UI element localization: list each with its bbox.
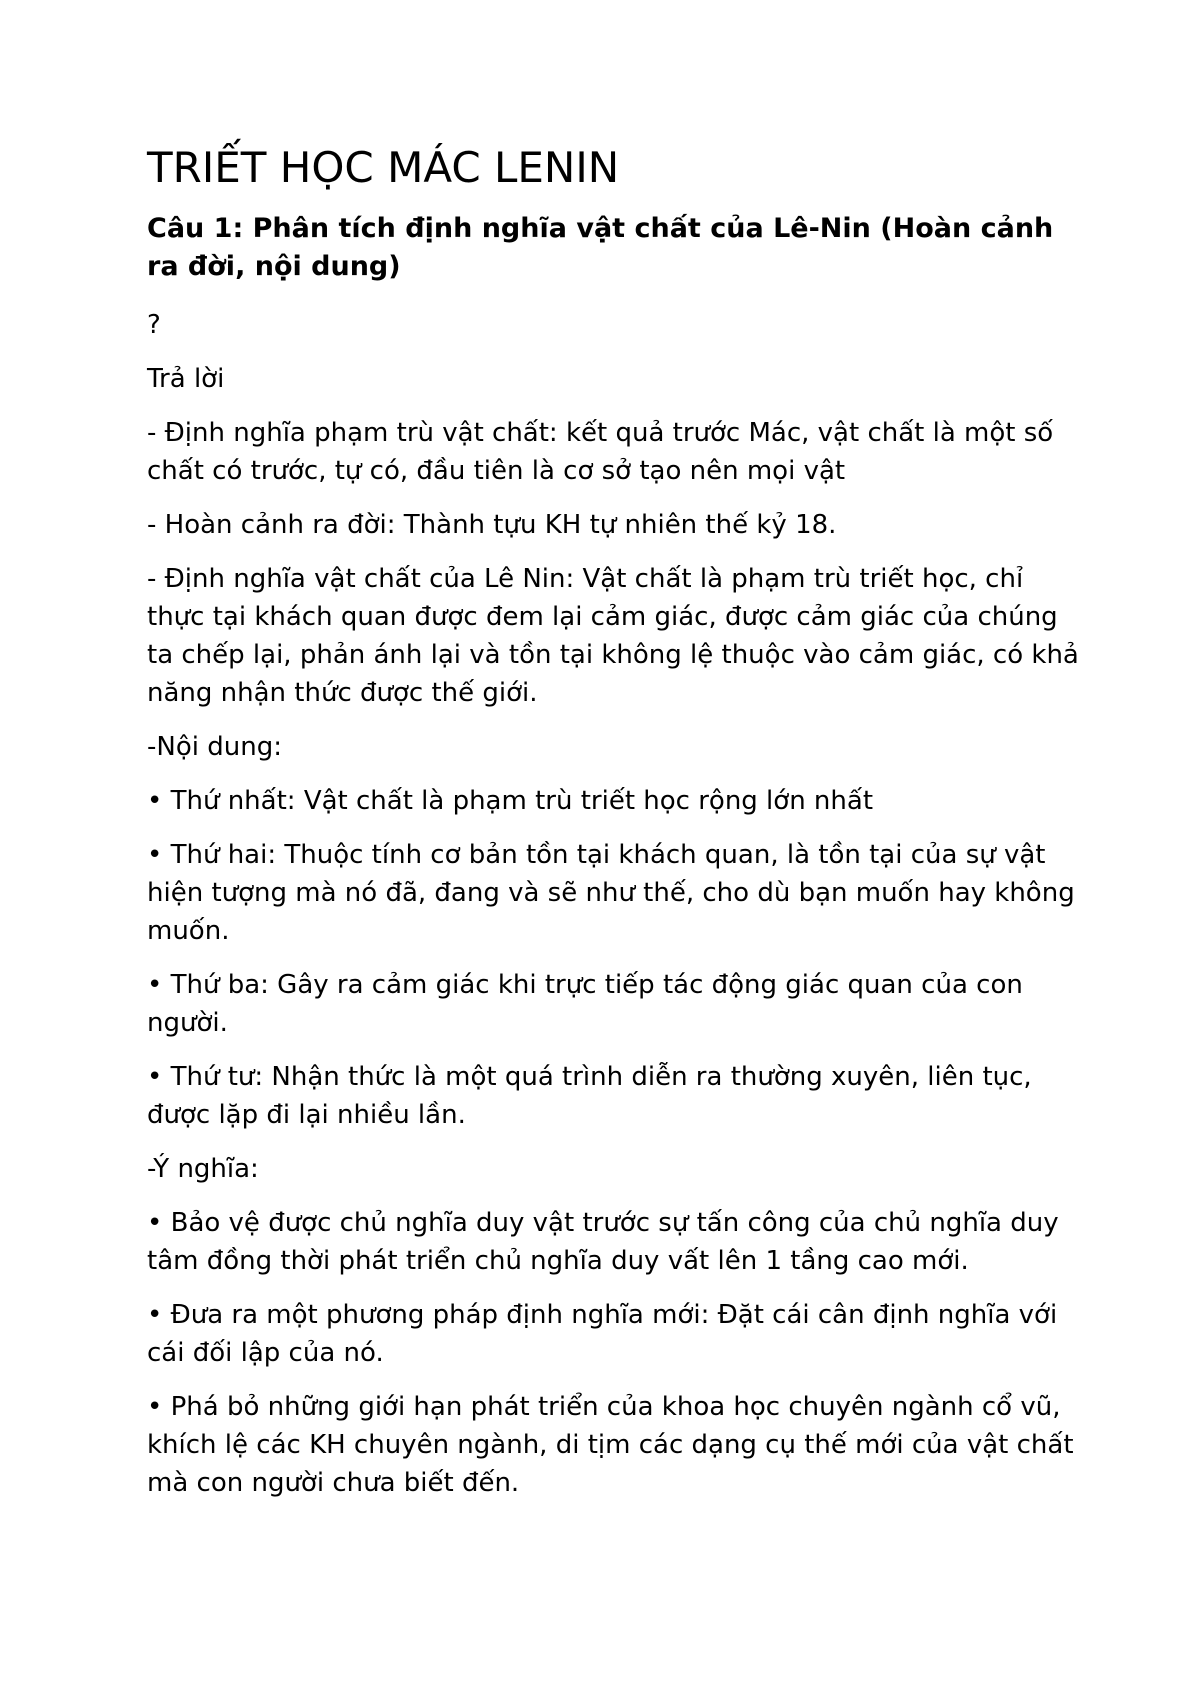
document-page bbox=[147, 140, 1082, 1518]
paragraph-definition-pre-marx: - Định nghĩa phạm trù vật chất: kết quả trước Mác, vật chất là một số chất có trước, tự có, đầu tiên là cơ sở tạo nên mọi vật bbox=[147, 418, 1054, 486]
bullet-meaning-1: • Bảo vệ được chủ nghĩa duy vật trước sự tấn công của chủ nghĩa duy tâm đồng thời phát triển chủ nghĩa duy vất lên 1 tầng cao mới. bbox=[147, 1208, 1059, 1276]
bullet-third: • Thứ ba: Gây ra cảm giác khi trực tiếp tác động giác quan của con người. bbox=[147, 970, 1023, 1038]
answer-label: Trả lời bbox=[147, 364, 225, 394]
document-title: TRIẾT HỌC MÁC LENIN bbox=[147, 143, 620, 192]
bullet-meaning-3: • Phá bỏ những giới hạn phát triển của khoa học chuyên ngành cổ vũ, khích lệ các KH chuyên ngành, di tịm các dạng cụ thế mới của vật chất mà con người chưa biết đến. bbox=[147, 1392, 1074, 1498]
question-heading: Câu 1: Phân tích định nghĩa vật chất của Lê-Nin (Hoàn cảnh ra đời, nội dung) bbox=[147, 213, 1054, 282]
bullet-first: • Thứ nhất: Vật chất là phạm trù triết học rộng lớn nhất bbox=[147, 786, 874, 816]
section-content-heading: -Nội dung: bbox=[147, 732, 282, 762]
question-mark: ? bbox=[147, 310, 161, 340]
paragraph-lenin-definition: - Định nghĩa vật chất của Lê Nin: Vật chất là phạm trù triết học, chỉ thực tại khách quan được đem lại cảm giác, được cảm giác của chúng ta chếp lại, phản ánh lại và tồn tại không lệ thuộc vào cảm giác, có khả năng nhận thức được thế giới. bbox=[147, 564, 1079, 708]
bullet-meaning-2: • Đưa ra một phương pháp định nghĩa mới: Đặt cái cân định nghĩa với cái đối lập của nó. bbox=[147, 1300, 1058, 1368]
bullet-second: • Thứ hai: Thuộc tính cơ bản tồn tại khách quan, là tồn tại của sự vật hiện tượng mà nó đã, đang và sẽ như thế, cho dù bạn muốn hay không muốn. bbox=[147, 840, 1075, 946]
section-meaning-heading: -Ý nghĩa: bbox=[147, 1154, 259, 1184]
bullet-fourth: • Thứ tư: Nhận thức là một quá trình diễn ra thường xuyên, liên tục, được lặp đi lại nhiều lần. bbox=[147, 1062, 1032, 1130]
paragraph-historical-context: - Hoàn cảnh ra đời: Thành tựu KH tự nhiên thế kỷ 18. bbox=[147, 510, 837, 540]
